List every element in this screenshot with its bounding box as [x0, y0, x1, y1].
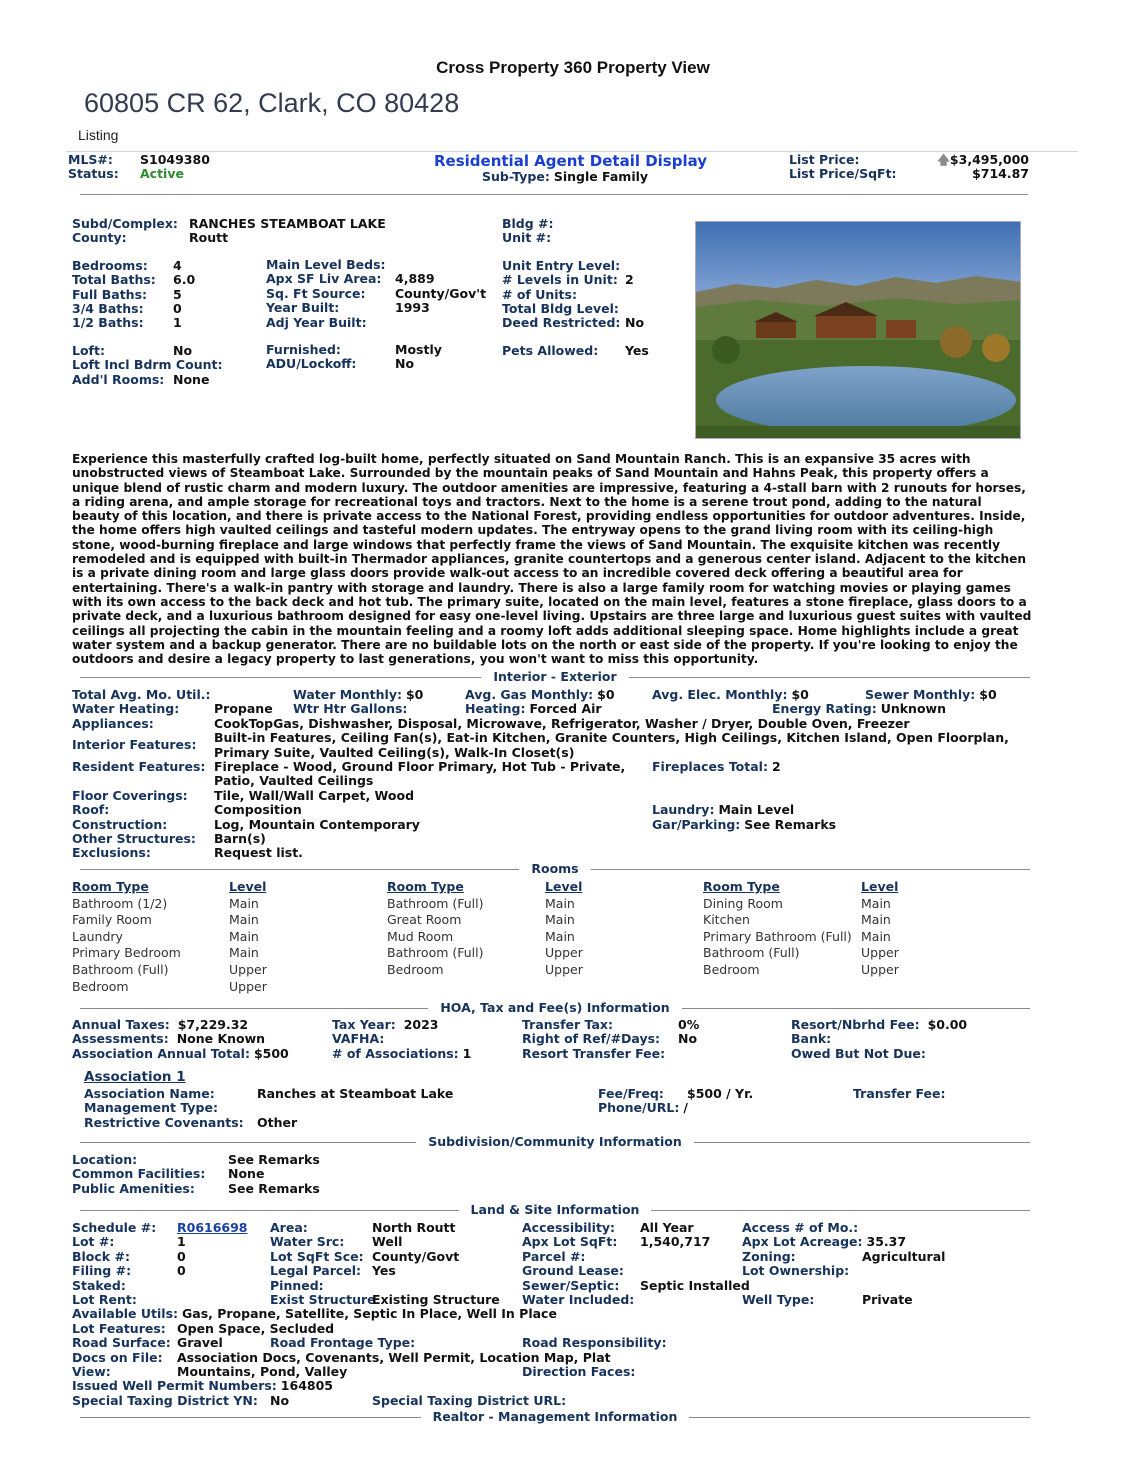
list-price-sqft-label: List Price/SqFt:	[789, 166, 897, 182]
room-type: Mud Room	[387, 928, 454, 944]
total-baths-label: Total Baths:	[72, 272, 156, 288]
water-src-label: Water Src:	[270, 1234, 345, 1250]
public-amenities-value: See Remarks	[228, 1180, 320, 1196]
apx-lot-sqft-value: 1,540,717	[640, 1234, 711, 1250]
addl-rooms-label: Add'l Rooms:	[72, 371, 165, 387]
rooms-col-1-level	[229, 879, 267, 995]
schedule-link[interactable]: R0616698	[177, 1220, 248, 1235]
sewer-monthly-value: $0	[979, 687, 997, 702]
lot-features-value: Open Space, Secluded	[177, 1320, 335, 1336]
property-description: Experience this masterfully crafted log-built home, perfectly situated on Sand Mountain Ranch. This is an expansive 35 acres with unobstructed views of Steamboat Lake. Surrounded by the mountain peaks of Sand Mountain and Hahns Peak, this property offers a unique blend of rustic charm and modern luxury. The outdoor amenities are impressive, featuring a 4-stall barn with 2 runouts for horses, a riding arena, and ample storage for recreational toys and tractors. Next to the home is a serene trout pond, adding to the natural beauty of this location, and there is private access to the National Forest, providing endless opportunities for outdoor adventures. Inside, the home offers high vaulted ceilings and tasteful modern updates. The entryway opens to the grand living room with its ceiling-high stone, wood-burning fireplace and large windows that perfectly frame the views of Sand Mountain. The exquisite kitchen was recently remodeled and is equipped with built-in Thermador appliances, granite countertops and a generous center island. Adjacent to the kitchen is a private dining room and large glass doors provide walk-out access to an incredible covered deck offering a beautiful area for entertaining. There's a walk-in pantry with storage and laundry. There is also a large family room for watching movies or playing games with its own access to the back deck and hot tub. The primary suite, located on the main level, features a stone fireplace, glass doors to a private deck, and a luxurious bathroom designed for easy one-level living. Upstairs are three large and luxurious guest suites with vaulted ceilings all projecting the cabin in the mountain feeling and a roomy loft adds additional sleeping space. Home highlights include a great water system and a backup generator. There are no buildable lots on the north or east side of the property. If you're looking to enjoy the outdoors and desire a legacy property to last generations, you won't want to miss this opportunity.	[72, 452, 1032, 667]
room-level: Upper	[229, 961, 267, 977]
exclusions-value: Request list.	[214, 845, 303, 861]
mls-number: S1049380	[140, 152, 210, 167]
room-type-header: Room Type	[703, 879, 780, 894]
apx-acreage-label: Apx Lot Acreage:	[742, 1234, 863, 1250]
subd-label: Subd/Complex:	[72, 216, 178, 231]
exclusions-label: Exclusions:	[72, 845, 151, 861]
sewer-value: Septic Installed	[640, 1277, 750, 1293]
room-level: Main	[229, 945, 259, 961]
room-level: Upper	[861, 945, 899, 961]
room-level: Main	[229, 895, 259, 911]
fee-freq-label: Fee/Freq:	[598, 1086, 664, 1101]
interior-section	[72, 688, 1032, 861]
header-rule	[80, 194, 1028, 195]
subdivision-section	[72, 1153, 472, 1197]
resort-fee-value: $0.00	[927, 1017, 968, 1032]
accessibility-label: Accessibility:	[522, 1220, 616, 1235]
hoa-section	[72, 1018, 1032, 1078]
year-built-label: Year Built:	[266, 300, 340, 316]
association-1-block	[84, 1087, 1024, 1131]
gas-monthly-value: $0	[597, 687, 615, 702]
garage-label: Gar/Parking:	[652, 816, 741, 832]
floor-coverings-value: Tile, Wall/Wall Carpet, Wood	[214, 787, 415, 803]
room-level: Main	[545, 928, 575, 944]
block-value: 0	[177, 1248, 186, 1264]
deed-label: Deed Restricted:	[502, 315, 621, 331]
price-block	[789, 153, 1029, 182]
summary-col-3	[502, 217, 649, 358]
well-type-label: Well Type:	[742, 1291, 815, 1307]
room-level: Main	[545, 895, 575, 911]
lot-label: Lot #:	[72, 1234, 115, 1250]
room-type: Laundry	[72, 928, 123, 944]
schedule-label: Schedule #:	[72, 1220, 157, 1235]
transfer-tax-label: Transfer Tax:	[522, 1017, 613, 1032]
location-value: See Remarks	[228, 1152, 320, 1167]
subtype-value: Single Family	[553, 169, 649, 184]
phone-url-label: Phone/URL:	[598, 1100, 680, 1116]
subdivision-title: Subdivision/Community Information	[416, 1134, 694, 1150]
mgmt-type-label: Management Type:	[84, 1100, 218, 1116]
filing-label: Filing #:	[72, 1263, 132, 1279]
fireplaces-value: 2	[771, 758, 781, 774]
total-baths-value: 6.0	[173, 272, 196, 288]
summary-col-2	[266, 258, 486, 372]
rooms-col-2-level	[545, 879, 583, 979]
construction-label: Construction:	[72, 816, 168, 832]
lot-features-label: Lot Features:	[72, 1320, 166, 1336]
county-value: Routt	[189, 230, 229, 246]
display-title: Residential Agent Detail Display	[434, 152, 708, 170]
apx-sf-value: 4,889	[395, 271, 435, 287]
exist-structure-label: Exist Structure	[270, 1291, 376, 1307]
staked-label: Staked:	[72, 1277, 126, 1293]
adu-label: ADU/Lockoff:	[266, 356, 357, 372]
year-built-value: 1993	[395, 300, 430, 316]
public-amenities-label: Public Amenities:	[72, 1180, 195, 1196]
wtr-htr-label: Wtr Htr Gallons:	[293, 701, 408, 717]
units-label: # of Units:	[502, 286, 577, 302]
room-type: Great Room	[387, 912, 462, 928]
room-level: Upper	[229, 978, 267, 994]
docs-value: Association Docs, Covenants, Well Permit, Location Map, Plat	[177, 1349, 611, 1365]
vafha-label: VAFHA:	[332, 1031, 385, 1047]
legal-parcel-value: Yes	[372, 1263, 396, 1279]
right-ref-label: Right of Ref/#Days:	[522, 1031, 661, 1047]
room-type-header: Room Type	[72, 879, 149, 894]
docs-label: Docs on File:	[72, 1349, 163, 1365]
resident-features-value: Fireplace - Wood, Ground Floor Primary, Hot Tub - Private, Patio, Vaulted Ceilings	[214, 758, 626, 789]
land-site-title: Land & Site Information	[459, 1202, 652, 1218]
apx-lot-sqft-label: Apx Lot SqFt:	[522, 1234, 618, 1250]
right-ref-value: No	[678, 1031, 698, 1047]
avail-utils-value: Gas, Propane, Satellite, Septic In Place, Well In Place	[182, 1306, 557, 1322]
sewer-monthly-label: Sewer Monthly:	[865, 687, 976, 702]
block-label: Block #:	[72, 1248, 130, 1264]
transfer-fee-label: Transfer Fee:	[853, 1086, 946, 1101]
room-type: Bathroom (Full)	[72, 961, 169, 977]
room-type: Family Room	[72, 912, 152, 928]
loft-bdrm-label: Loft Incl Bdrm Count:	[72, 357, 223, 373]
assoc-name-value: Ranches at Steamboat Lake	[257, 1086, 454, 1101]
room-type: Bathroom (1/2)	[72, 895, 168, 911]
interior-exterior-title: Interior - Exterior	[481, 669, 628, 685]
access-months-label: Access # of Mo.:	[742, 1220, 859, 1235]
sqft-source-label: Sq. Ft Source:	[266, 285, 366, 301]
pets-label: Pets Allowed:	[502, 342, 599, 358]
laundry-label: Laundry:	[652, 802, 715, 818]
common-facilities-label: Common Facilities:	[72, 1166, 206, 1182]
realtor-header	[80, 1409, 1030, 1425]
status-label: Status:	[68, 166, 119, 182]
room-level: Main	[229, 928, 259, 944]
pinned-label: Pinned:	[270, 1277, 324, 1293]
resort-transfer-label: Resort Transfer Fee:	[522, 1045, 666, 1061]
sewer-label: Sewer/Septic:	[522, 1277, 620, 1293]
room-type: Bathroom (Full)	[703, 945, 800, 961]
rooms-col-3-level	[861, 879, 899, 979]
appliances-label: Appliances:	[72, 715, 154, 731]
bank-label: Bank:	[791, 1031, 832, 1047]
three-quarter-baths-label: 3/4 Baths:	[72, 301, 144, 317]
land-section	[72, 1221, 1032, 1411]
interior-exterior-header	[80, 669, 1030, 685]
num-assoc-label: # of Associations:	[332, 1045, 459, 1061]
assoc-total-value: $500	[253, 1045, 289, 1061]
owed-label: Owed But Not Due:	[791, 1045, 926, 1061]
room-level: Main	[861, 928, 891, 944]
bedrooms-value: 4	[173, 257, 182, 273]
ground-lease-label: Ground Lease:	[522, 1263, 624, 1279]
interior-features-label: Interior Features:	[72, 737, 197, 753]
annual-taxes-value: $7,229.32	[177, 1017, 249, 1032]
levels-label: # Levels in Unit:	[502, 272, 618, 288]
roof-label: Roof:	[72, 802, 110, 818]
heating-value: Forced Air	[529, 701, 602, 717]
lot-value: 1	[177, 1234, 186, 1250]
room-type: Bedroom	[72, 978, 129, 994]
assessments-label: Assessments:	[72, 1031, 169, 1047]
room-level-header: Level	[545, 879, 583, 894]
loft-label: Loft:	[72, 342, 105, 358]
land-site-header	[80, 1202, 1030, 1218]
construction-value: Log, Mountain Contemporary	[214, 816, 420, 832]
assoc-total-label: Association Annual Total:	[72, 1045, 250, 1061]
road-surface-label: Road Surface:	[72, 1335, 171, 1351]
listing-label: Listing	[78, 127, 119, 143]
unit-entry-label: Unit Entry Level:	[502, 257, 621, 273]
direction-label: Direction Faces:	[522, 1363, 636, 1379]
room-level-header: Level	[861, 879, 899, 894]
subd-value: RANCHES STEAMBOAT LAKE	[189, 216, 386, 231]
room-type: Bedroom	[703, 961, 760, 977]
view-value: Mountains, Pond, Valley	[177, 1363, 348, 1379]
lot-sqft-sce-label: Lot SqFt Sce:	[270, 1248, 364, 1264]
room-type-header: Room Type	[387, 879, 464, 894]
bldg-label: Bldg #:	[502, 216, 554, 231]
subtype-label: Sub-Type:	[482, 169, 550, 184]
other-structures-label: Other Structures:	[72, 830, 196, 846]
location-label: Location:	[72, 1152, 138, 1167]
parcel-label: Parcel #:	[522, 1248, 586, 1264]
legal-parcel-label: Legal Parcel:	[270, 1263, 362, 1279]
restrictive-value: Other	[257, 1114, 298, 1130]
price-up-arrow-icon: 🡅	[937, 152, 950, 167]
garage-value: See Remarks	[744, 816, 837, 832]
room-level-header: Level	[229, 879, 267, 894]
appliances-value: CookTopGas, Dishwasher, Disposal, Microwave, Refrigerator, Washer / Dryer, Double Oven, Freezer	[214, 715, 910, 731]
pets-value: Yes	[625, 342, 649, 358]
loft-value: No	[173, 342, 193, 358]
list-price-value: 🡅$3,495,000	[937, 152, 1029, 167]
county-label: County:	[72, 230, 127, 246]
list-price-sqft-value: $714.87	[972, 166, 1029, 182]
filing-value: 0	[177, 1263, 186, 1279]
apx-sf-label: Apx SF Liv Area:	[266, 271, 382, 287]
energy-label: Energy Rating:	[772, 701, 877, 717]
water-monthly-value: $0	[405, 687, 424, 702]
zoning-label: Zoning:	[742, 1248, 796, 1264]
mls-label: MLS#:	[68, 152, 113, 167]
status-badge: Active	[140, 166, 184, 182]
subdivision-header	[80, 1134, 1030, 1150]
unit-label: Unit #:	[502, 230, 552, 246]
well-type-value: Private	[862, 1291, 913, 1307]
subtype-row	[482, 170, 648, 184]
room-level: Main	[545, 912, 575, 928]
water-monthly-label: Water Monthly:	[293, 687, 402, 702]
laundry-value: Main Level	[718, 802, 795, 818]
assessments-value: None Known	[176, 1031, 266, 1047]
transfer-tax-value: 0%	[678, 1017, 700, 1032]
view-label: View:	[72, 1363, 111, 1379]
resident-features-label: Resident Features:	[72, 758, 206, 774]
hoa-title: HOA, Tax and Fee(s) Information	[428, 1000, 681, 1016]
assoc-name-label: Association Name:	[84, 1086, 215, 1101]
room-level: Upper	[545, 961, 583, 977]
full-baths-value: 5	[173, 286, 182, 302]
gas-monthly-label: Avg. Gas Monthly:	[465, 687, 594, 702]
hoa-header	[80, 1000, 1030, 1016]
rooms-col-1-type	[72, 879, 181, 995]
tax-year-value: 2023	[403, 1017, 439, 1032]
half-baths-label: 1/2 Baths:	[72, 315, 144, 331]
common-facilities-value: None	[228, 1166, 265, 1182]
lot-ownership-label: Lot Ownership:	[742, 1263, 850, 1279]
fireplaces-label: Fireplaces Total:	[652, 758, 768, 774]
interior-features-value: Built-in Features, Ceiling Fan(s), Eat-in Kitchen, Granite Counters, High Ceilings, Kitchen Island, Open Floorplan, Primary Suite, Vaulted Ceiling(s), Walk-In Closet(s)	[214, 730, 1009, 760]
elec-monthly-value: $0	[791, 687, 809, 702]
room-type: Primary Bedroom	[72, 945, 181, 961]
water-heating-label: Water Heating:	[72, 701, 180, 717]
rooms-col-3-type	[703, 879, 852, 979]
adu-value: No	[395, 356, 415, 372]
phone-url-value: /	[683, 1100, 688, 1116]
util-label: Total Avg. Mo. Util.:	[72, 687, 211, 702]
half-baths-value: 1	[173, 315, 182, 331]
avail-utils-label: Available Utils:	[72, 1306, 179, 1322]
lot-sqft-sce-value: County/Govt	[372, 1248, 460, 1264]
mls-block	[68, 153, 210, 182]
well-permit-label: Issued Well Permit Numbers:	[72, 1378, 277, 1394]
special-district-yn-value: No	[270, 1392, 290, 1408]
furnished-label: Furnished:	[266, 342, 341, 358]
room-level: Main	[861, 912, 891, 928]
lot-rent-label: Lot Rent:	[72, 1291, 137, 1307]
rooms-col-2-type	[387, 879, 484, 979]
adj-year-label: Adj Year Built:	[266, 314, 367, 330]
addl-rooms-value: None	[173, 371, 210, 387]
fee-freq-value: $500 / Yr.	[687, 1086, 754, 1101]
apx-acreage-value: 35.37	[866, 1234, 907, 1250]
rooms-title: Rooms	[519, 861, 590, 877]
elec-monthly-label: Avg. Elec. Monthly:	[652, 687, 788, 702]
other-structures-value: Barn(s)	[214, 830, 266, 846]
property-photo[interactable]	[695, 221, 1021, 439]
room-type: Bathroom (Full)	[387, 945, 484, 961]
bedrooms-label: Bedrooms:	[72, 257, 148, 273]
water-heating-value: Propane	[214, 701, 273, 717]
exist-structure-value: Existing Structure	[372, 1291, 500, 1307]
levels-value: 2	[625, 272, 634, 288]
list-price-label: List Price:	[789, 152, 860, 167]
special-district-url-label: Special Taxing District URL:	[372, 1392, 567, 1408]
room-type: Bedroom	[387, 961, 444, 977]
room-level: Main	[229, 912, 259, 928]
room-type: Dining Room	[703, 895, 783, 911]
main-level-beds-label: Main Level Beds:	[266, 257, 386, 272]
restrictive-label: Restrictive Covenants:	[84, 1114, 244, 1130]
sqft-source-value: County/Gov't	[395, 285, 487, 301]
annual-taxes-label: Annual Taxes:	[72, 1017, 170, 1032]
room-level: Main	[861, 895, 891, 911]
accessibility-value: All Year	[640, 1220, 694, 1235]
room-type: Primary Bathroom (Full)	[703, 928, 852, 944]
area-label: Area:	[270, 1220, 308, 1235]
energy-value: Unknown	[880, 701, 946, 717]
room-type: Bathroom (Full)	[387, 895, 484, 911]
room-type: Kitchen	[703, 912, 750, 928]
three-quarter-baths-value: 0	[173, 301, 182, 317]
room-level: Upper	[545, 945, 583, 961]
total-bldg-label: Total Bldg Level:	[502, 301, 619, 317]
heating-label: Heating:	[465, 701, 526, 717]
roof-value: Composition	[214, 802, 302, 818]
water-src-value: Well	[372, 1234, 403, 1250]
resort-fee-label: Resort/Nbrhd Fee:	[791, 1017, 920, 1032]
zoning-value: Agricultural	[862, 1248, 946, 1264]
water-included-label: Water Included:	[522, 1291, 635, 1307]
num-assoc-value: 1	[462, 1045, 472, 1061]
special-district-yn-label: Special Taxing District YN:	[72, 1392, 258, 1408]
association-1-title[interactable]: Association 1	[84, 1069, 186, 1085]
room-level: Upper	[861, 961, 899, 977]
road-frontage-label: Road Frontage Type:	[270, 1335, 416, 1351]
road-surface-value: Gravel	[177, 1335, 223, 1351]
realtor-title: Realtor - Management Information	[421, 1409, 690, 1425]
page-heading: Cross Property 360 Property View	[436, 58, 710, 77]
full-baths-label: Full Baths:	[72, 286, 148, 302]
area-value: North Routt	[372, 1220, 456, 1235]
tax-year-label: Tax Year:	[332, 1017, 396, 1032]
well-permit-value: 164805	[280, 1378, 333, 1394]
floor-coverings-label: Floor Coverings:	[72, 787, 188, 803]
furnished-value: Mostly	[395, 342, 442, 358]
rooms-header	[80, 861, 1030, 877]
property-address: 60805 CR 62, Clark, CO 80428	[84, 88, 460, 118]
road-responsibility-label: Road Responsibility:	[522, 1335, 667, 1351]
deed-value: No	[625, 315, 645, 331]
